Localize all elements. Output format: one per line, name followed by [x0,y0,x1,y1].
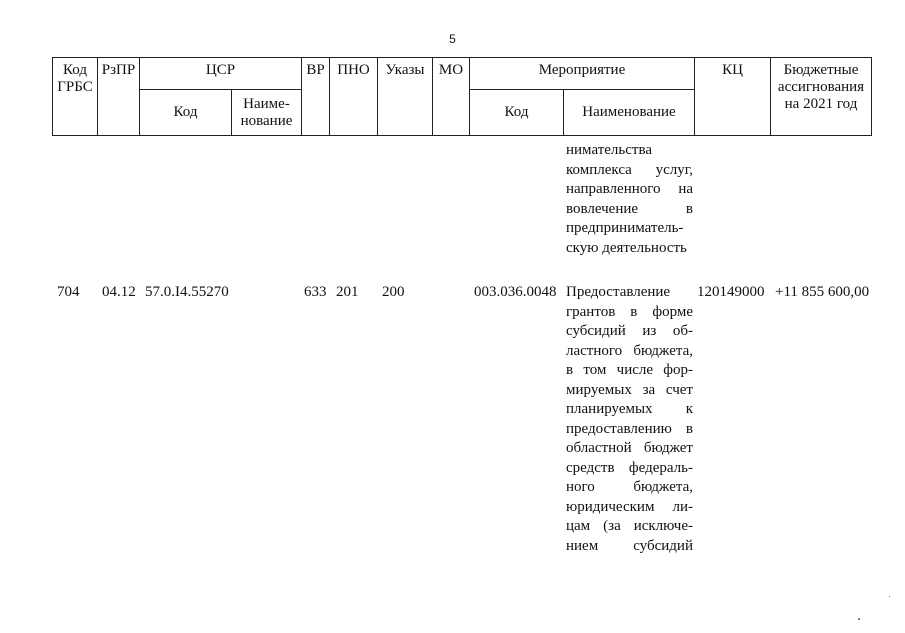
header-csr-kod: Код [140,90,232,136]
row-name-line: ластного бюджета, [566,342,693,359]
row-name-line: ного бюджета, [566,479,693,495]
row-pno: 201 [336,284,359,300]
header-csr-name: Наиме-нование [232,90,302,136]
row-name-line: субсидий из об- [566,323,693,339]
row-ukazy: 200 [382,284,405,300]
scan-speck [889,596,890,597]
scan-speck [858,618,860,620]
table-header [52,57,872,136]
row-name-line: грантов в форме [566,303,693,320]
row-name-line: нием субсидий [566,537,693,554]
row-name-line: средств федераль- [566,459,693,476]
row-budget: +11 855 600,00 [775,284,870,300]
continuation-line: скую деятельность [566,239,687,256]
header-pno: ПНО [330,58,378,136]
page-number: 5 [449,32,456,46]
header-vr: ВР [302,58,330,136]
row-name-line: Предоставление [566,284,671,300]
row-name-line: мируемых за счет [566,381,693,398]
header-kod-grbs: Код ГРБС [53,58,98,136]
header-mer-name: Наименование [564,90,695,136]
header-csr: ЦСР [140,58,302,90]
row-name-line: планируемых к [566,401,693,417]
continuation-line: вовлечение в [566,200,693,217]
continuation-line: комплекса услуг, [566,161,693,178]
continuation-name-text [566,141,693,258]
row-name-line: в том числе фор- [566,362,693,378]
row-mer-name [566,283,693,556]
header-mo: МО [433,58,470,136]
header-kc: КЦ [695,58,771,136]
row-name-line: областной бюджет [566,440,693,456]
header-mer-kod: Код [470,90,564,136]
row-kc: 120149000 [697,284,765,300]
row-csr-kod: 57.0.I4.55270 [145,284,229,300]
row-vr: 633 [304,284,327,300]
header-rzpr: РзПР [98,58,140,136]
row-rzpr: 04.12 [102,284,136,300]
row-kod-grbs: 704 [57,284,80,300]
row-name-line: предоставлению в [566,420,693,437]
continuation-line: предприниматель- [566,220,684,236]
header-meropriyatie: Мероприятие [470,58,695,90]
header-ukazy: Указы [378,58,433,136]
continuation-line: направленного на [566,181,693,197]
row-mer-kod: 003.036.0048 [474,284,557,300]
continuation-line: нимательства [566,142,653,158]
header-budget: Бюджетные ассигнования на 2021 год [771,58,872,136]
row-name-line: юридическим ли- [566,498,693,515]
row-name-line: цам (за исключе- [566,518,693,534]
